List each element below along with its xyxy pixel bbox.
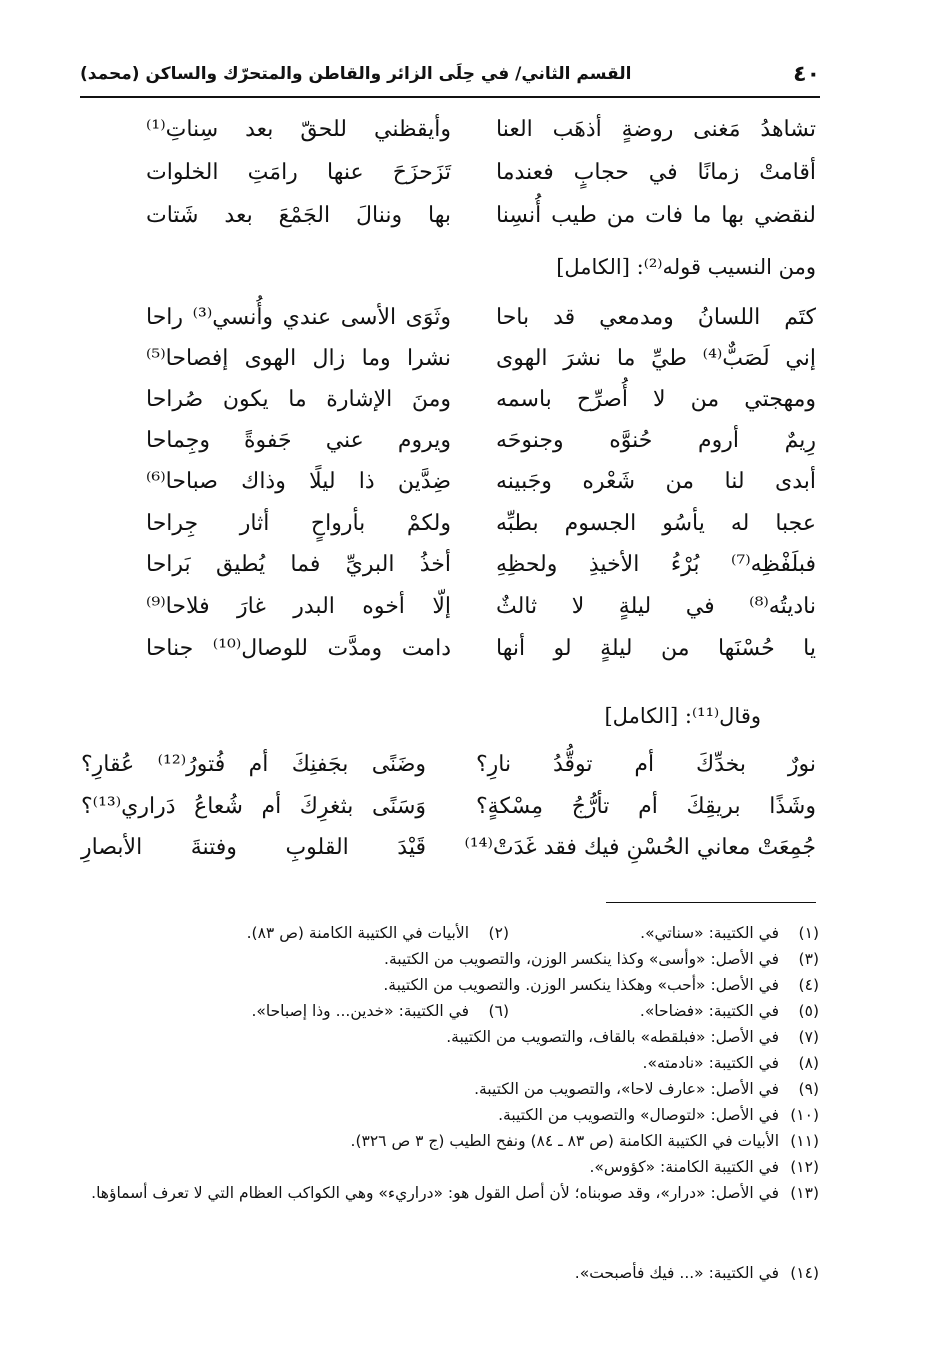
footnote bbox=[84, 1180, 819, 1206]
verse-first-hemistich: عجبا له يأسُو الجسوم بطبِّه bbox=[496, 511, 816, 536]
footnote bbox=[575, 1260, 819, 1286]
verse-first-hemistich: أبدى لنا من شَعْره وجَبينه bbox=[496, 469, 816, 494]
verse-second-hemistich: ولكمْ بأرواحٍ أثار جِراحا bbox=[146, 511, 451, 536]
footnote-number: (١١) bbox=[790, 1132, 819, 1150]
verse-line bbox=[0, 745, 931, 785]
footnote-text: في الأصل: «عارف لاحا»، والتصويب من الكتيبة. bbox=[474, 1080, 779, 1098]
footnote-number: (١٤) bbox=[790, 1264, 819, 1282]
footnote bbox=[446, 1024, 819, 1050]
footnote-text: الأبيات في الكتيبة الكامنة (ص ٨٣ ـ ٨٤) ونفح الطيب (ج ٣ ص ٣٢٦). bbox=[350, 1132, 779, 1150]
verse-second-hemistich: بها وننالَ الجَمْعَ بعد شَتات bbox=[146, 203, 451, 228]
verse-first-hemistich: وشَذًا بريقِكَ أم تأرُّجُ مِسْكةٍ؟ bbox=[476, 794, 816, 819]
verse-second-hemistich: نشرا وما زال الهوى إفصاحا⁽⁵⁾ bbox=[146, 346, 451, 371]
footnote-divider bbox=[606, 902, 816, 903]
footnote-number: (٦) bbox=[488, 1002, 509, 1020]
verse-line bbox=[0, 787, 931, 827]
verse-second-hemistich: قَيْدَ القلوبِ وفتنةَ الأبصارِ bbox=[81, 835, 426, 860]
footnote-text: في الأصل: «درار»، وقد صوبناه؛ لأن أصل القول هو: «دراريء» وهي الكواكب العظام التي لا تعرف أسماؤها. bbox=[91, 1184, 779, 1202]
page-number: ٤٠ bbox=[793, 62, 820, 87]
footnote bbox=[383, 972, 819, 998]
page-header bbox=[80, 60, 820, 98]
verse-first-hemistich: أقامتْ زمانًا في حجابٍ فعندما bbox=[496, 160, 816, 185]
verse-first-hemistich: لنقضي بها ما فات من طيب أُنسِنا bbox=[496, 203, 816, 228]
footnote-text: في الكتيبة: «فضاحا». bbox=[639, 1002, 779, 1020]
footnote-number: (٤) bbox=[798, 976, 819, 994]
footnote-inline bbox=[251, 998, 509, 1024]
verse-second-hemistich: إلّا أخوه البدر غارَ فلاحا⁽⁹⁾ bbox=[146, 594, 451, 619]
footnote-number: (١٠) bbox=[790, 1106, 819, 1124]
footnote bbox=[351, 1128, 819, 1154]
verse-line bbox=[0, 380, 931, 420]
footnote bbox=[474, 1076, 819, 1102]
verse-second-hemistich: دامت ومدَّت للوصال⁽¹⁰⁾ جناحا bbox=[146, 636, 451, 661]
verse-first-hemistich: يا حُسْنَها من ليلةٍ لو أنها bbox=[496, 636, 816, 661]
verse-second-hemistich: ويروم عني جَفوةً وجِماحا bbox=[146, 428, 451, 453]
verse-line bbox=[0, 421, 931, 461]
footnote-text: في الكتيبة الكامنة: «كؤوس». bbox=[589, 1158, 779, 1176]
verse-line bbox=[0, 110, 931, 150]
footnote-text: الأبيات في الكتيبة الكامنة (ص ٨٣). bbox=[246, 924, 469, 942]
verse-second-hemistich: ضِدَّين ذا ليلًا وذاك صباحا⁽⁶⁾ bbox=[146, 469, 451, 494]
footnote-number: (١٣) bbox=[790, 1184, 819, 1202]
footnote-number: (٧) bbox=[798, 1028, 819, 1046]
footnote-number: (٣) bbox=[798, 950, 819, 968]
verse-first-hemistich: رِيمٌ أروم حُنوَّه وجنوحَه bbox=[496, 428, 816, 453]
verse-first-hemistich: جُمِعَتْ معاني الحُسْنِ فيك فقد غَدَتْ⁽¹⁴⁾ bbox=[464, 835, 816, 860]
footnote-number: (٩) bbox=[798, 1080, 819, 1098]
verse-second-hemistich: أخذُ البريِّ فما يُطيق بَراحا bbox=[146, 552, 451, 577]
footnote-text: في الأصل: «فبلقطه» بالقاف، والتصويب من الكتيبة. bbox=[446, 1028, 779, 1046]
footnote-text: في الأصل: «وأسى» وكذا ينكسر الوزن، والتصويب من الكتيبة. bbox=[384, 950, 779, 968]
verse-first-hemistich: تشاهدُ مَغنى روضةٍ أذهَب العنا bbox=[496, 117, 816, 142]
verse-first-hemistich: فبلَفْظِه⁽⁷⁾ بُرْءُ الأخيذِ ولحظِهِ bbox=[496, 552, 816, 577]
footnote bbox=[251, 998, 819, 1024]
footnote-inline bbox=[247, 920, 509, 946]
footnote bbox=[589, 1154, 819, 1180]
footnote-text: في الكتيبة: «سناتي». bbox=[640, 924, 779, 942]
footnote-text: في الأصل: «أحب» وهكذا ينكسر الوزن. والتصويب من الكتيبة. bbox=[383, 976, 779, 994]
verse-second-hemistich: وضَنًى بجَفنِكَ أم فُتورُ⁽¹²⁾ عُقارِ؟ bbox=[81, 752, 426, 777]
footnote-text: في الكتيبة: «نادمته». bbox=[642, 1054, 779, 1072]
footnote-number: (٢) bbox=[488, 924, 509, 942]
verse-line bbox=[0, 828, 931, 868]
verse-line bbox=[0, 629, 931, 669]
footnote-text: في الأصل: «لتوصال» والتصويب من الكتيبة. bbox=[498, 1106, 779, 1124]
footnote bbox=[643, 1050, 819, 1076]
verse-second-hemistich: وَسَنًى بثغرِكَ أم شُعاعُ دَراري⁽¹³⁾؟ bbox=[81, 794, 426, 819]
verse-first-hemistich: ومهجتي من لا أُصرِّح باسمه bbox=[496, 387, 816, 412]
verse-first-hemistich: إني لَصَبٌّ⁽⁴⁾ طيِّ ما نشرَ الهوى bbox=[496, 346, 816, 371]
footnote-text: في الكتيبة: «... فيك فأصبحت». bbox=[574, 1264, 779, 1282]
verse-second-hemistich: وأيقظني للحقّ بعد سِناتِ⁽¹⁾ bbox=[146, 117, 451, 142]
footnote-number: (٨) bbox=[798, 1054, 819, 1072]
verse-second-hemistich: وثَوَى الأسى عندي وأُنسي⁽³⁾ راحا bbox=[146, 305, 452, 330]
verse-line bbox=[0, 196, 931, 236]
verse-second-hemistich: تَزَحزَحَ عنها رامَتِ الخلوات bbox=[146, 160, 451, 185]
verse-first-hemistich: كتَم اللسانُ ومدمعي قد باحا bbox=[496, 305, 816, 330]
footnote-text: في الكتيبة: «خدين... وذا إصباحا». bbox=[251, 1002, 469, 1020]
running-title: القسم الثاني/ في حِلَى الزائر والقاطن والمتحرّك والساكن (محمد) bbox=[80, 64, 632, 84]
footnote bbox=[246, 920, 819, 946]
verse-line bbox=[0, 462, 931, 502]
verse-second-hemistich: ومنَ الإشارة ما يكون صُراحا bbox=[146, 387, 451, 412]
poem-3-intro: وقال⁽¹¹⁾: [الكامل] bbox=[604, 704, 761, 728]
verse-line bbox=[0, 298, 931, 338]
verse-first-hemistich: ناديتُه⁽⁸⁾ في ليلةٍ لا ثالثٌ bbox=[496, 594, 816, 619]
footnote bbox=[498, 1102, 819, 1128]
verse-line bbox=[0, 339, 931, 379]
verse-first-hemistich: نورٌ بخدِّكَ أم توقُّدُ نارِ؟ bbox=[476, 752, 816, 777]
footnote bbox=[384, 946, 819, 972]
verse-line bbox=[0, 504, 931, 544]
verse-line bbox=[0, 587, 931, 627]
footnote-number: (٥) bbox=[798, 1002, 819, 1020]
poem-2-intro: ومن النسيب قوله⁽²⁾: [الكامل] bbox=[556, 255, 816, 279]
verse-line bbox=[0, 545, 931, 585]
footnote-number: (١) bbox=[798, 924, 819, 942]
verse-line bbox=[0, 153, 931, 193]
footnote-number: (١٢) bbox=[790, 1158, 819, 1176]
